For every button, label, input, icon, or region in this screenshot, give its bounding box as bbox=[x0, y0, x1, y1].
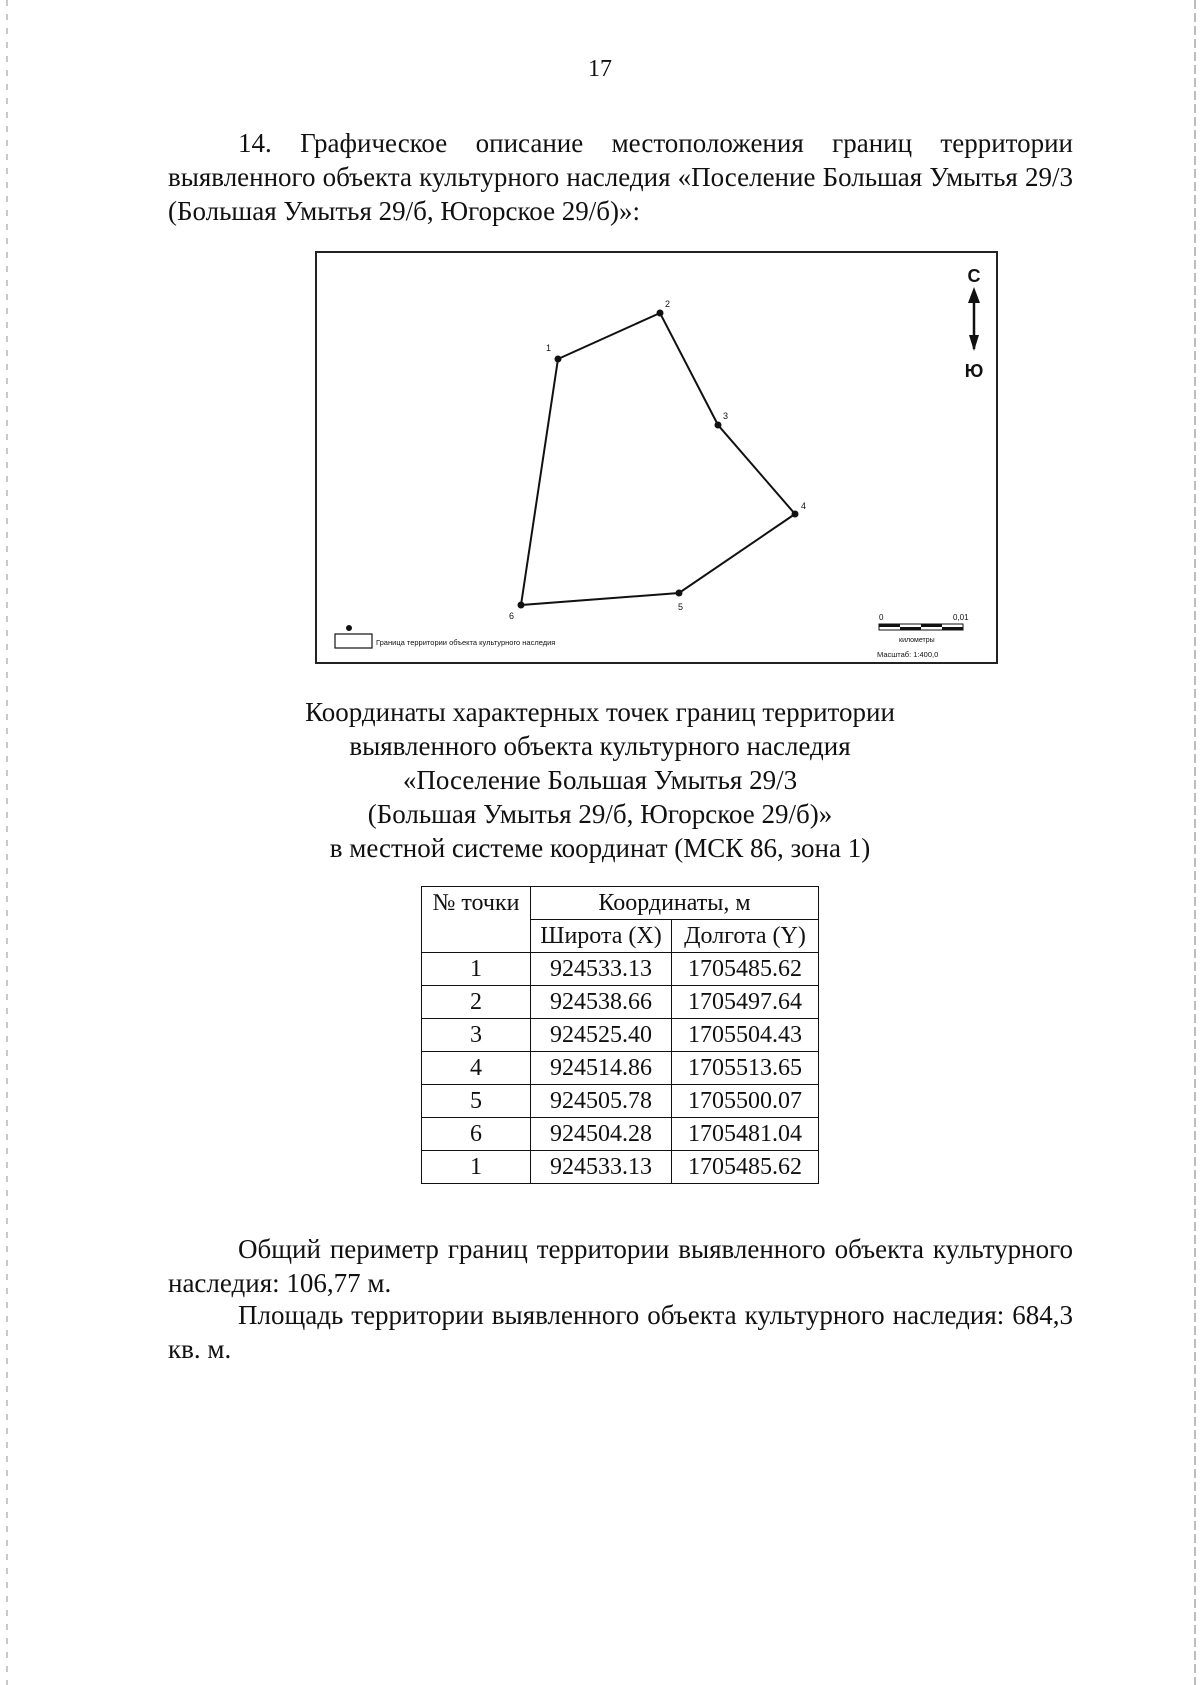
compass-tail-icon bbox=[969, 335, 979, 351]
coordinates-heading-line-2: выявленного объекта культурного наследия bbox=[349, 731, 851, 761]
perimeter-text: Общий периметр границ территории выявленного объекта культурного наследия: 106,77 м. bbox=[168, 1234, 1073, 1298]
vertex-4 bbox=[792, 511, 799, 518]
header-latitude: Широта (X) bbox=[531, 920, 672, 953]
vertex-6 bbox=[518, 602, 525, 609]
scale-segment-d bbox=[942, 627, 963, 630]
vertex-label-6: 6 bbox=[509, 611, 515, 621]
table-row bbox=[422, 1151, 819, 1184]
cell-point: 2 bbox=[422, 986, 531, 1019]
table-row bbox=[422, 953, 819, 986]
legend-boundary-swatch bbox=[335, 634, 372, 648]
cell-x: 924504.28 bbox=[531, 1118, 672, 1151]
cell-x: 924505.78 bbox=[531, 1085, 672, 1118]
cell-point: 1 bbox=[422, 953, 531, 986]
scale-ratio-label: Масштаб: 1:400,0 bbox=[877, 650, 939, 659]
page-number: 17 bbox=[588, 56, 612, 82]
cell-point: 4 bbox=[422, 1052, 531, 1085]
cell-y: 1705513.65 bbox=[672, 1052, 819, 1085]
cell-y: 1705481.04 bbox=[672, 1118, 819, 1151]
vertex-1 bbox=[555, 356, 562, 363]
header-point-number: № точки bbox=[422, 887, 531, 953]
cell-x: 924538.66 bbox=[531, 986, 672, 1019]
table-header-row bbox=[422, 887, 819, 920]
map-legend bbox=[335, 625, 555, 648]
compass-north-label: С bbox=[967, 266, 981, 286]
vertex-label-3: 3 bbox=[723, 411, 729, 421]
cell-point: 6 bbox=[422, 1118, 531, 1151]
coordinates-heading bbox=[0, 695, 1200, 865]
table-row bbox=[422, 1019, 819, 1052]
cell-y: 1705485.62 bbox=[672, 1151, 819, 1184]
cell-y: 1705504.43 bbox=[672, 1019, 819, 1052]
coordinates-table bbox=[421, 886, 819, 1184]
compass-south-label: Ю bbox=[964, 361, 984, 381]
coordinates-heading-line-5: в местной системе координат (МСК 86, зона 1) bbox=[329, 833, 871, 863]
cell-point: 3 bbox=[422, 1019, 531, 1052]
vertex-label-1: 1 bbox=[546, 343, 552, 353]
vertex-2 bbox=[657, 310, 664, 317]
vertex-label-2: 2 bbox=[665, 299, 671, 309]
scale-max-label: 0,01 bbox=[953, 613, 969, 622]
header-coordinates: Координаты, м bbox=[531, 887, 819, 920]
compass bbox=[965, 266, 984, 381]
legend-point-icon bbox=[346, 625, 352, 631]
cell-point: 1 bbox=[422, 1151, 531, 1184]
boundary-vertices bbox=[518, 310, 799, 609]
vertex-3 bbox=[715, 422, 722, 429]
table-row bbox=[422, 1052, 819, 1085]
cell-y: 1705500.07 bbox=[672, 1085, 819, 1118]
header-longitude: Долгота (Y) bbox=[672, 920, 819, 953]
vertex-label-4: 4 bbox=[801, 501, 807, 511]
scale-unit-label: километры bbox=[899, 637, 935, 644]
table-row bbox=[422, 1085, 819, 1118]
scale-segment-c bbox=[921, 624, 942, 627]
cell-x: 924525.40 bbox=[531, 1019, 672, 1052]
area-text: Площадь территории выявленного объекта культурного наследия: 684,3 кв. м. bbox=[168, 1300, 1073, 1364]
scale-zero-label: 0 bbox=[879, 613, 884, 622]
scale-segment-a bbox=[879, 624, 900, 627]
boundary-map-svg bbox=[317, 253, 996, 662]
coordinates-heading-line-3: «Поселение Большая Умытья 29/3 bbox=[402, 765, 798, 795]
cell-x: 924533.13 bbox=[531, 953, 672, 986]
cell-x: 924533.13 bbox=[531, 1151, 672, 1184]
boundary-map bbox=[315, 251, 998, 664]
cell-y: 1705485.62 bbox=[672, 953, 819, 986]
vertex-label-5: 5 bbox=[678, 602, 684, 612]
coordinates-heading-line-1: Координаты характерных точек границ территории bbox=[305, 697, 895, 727]
coordinates-heading-line-4: (Большая Умытья 29/б, Югорское 29/б)» bbox=[367, 799, 833, 829]
cell-x: 924514.86 bbox=[531, 1052, 672, 1085]
table-row bbox=[422, 986, 819, 1019]
scale-segment-b bbox=[900, 627, 921, 630]
cell-y: 1705497.64 bbox=[672, 986, 819, 1019]
vertex-5 bbox=[676, 590, 683, 597]
legend-text: Граница территории объекта культурного наследия bbox=[376, 638, 556, 647]
scale-bar bbox=[877, 613, 969, 659]
compass-arrow-icon bbox=[968, 287, 980, 303]
table-row bbox=[422, 1118, 819, 1151]
section-title: 14. Графическое описание местоположения границ территории выявленного объекта культурного наследия «Поселение Большая Умытья 29/3 (Большая Умытья 29/б, Югорское 29/б)»: bbox=[168, 128, 1073, 226]
cell-point: 5 bbox=[422, 1085, 531, 1118]
boundary-polygon bbox=[521, 313, 795, 605]
